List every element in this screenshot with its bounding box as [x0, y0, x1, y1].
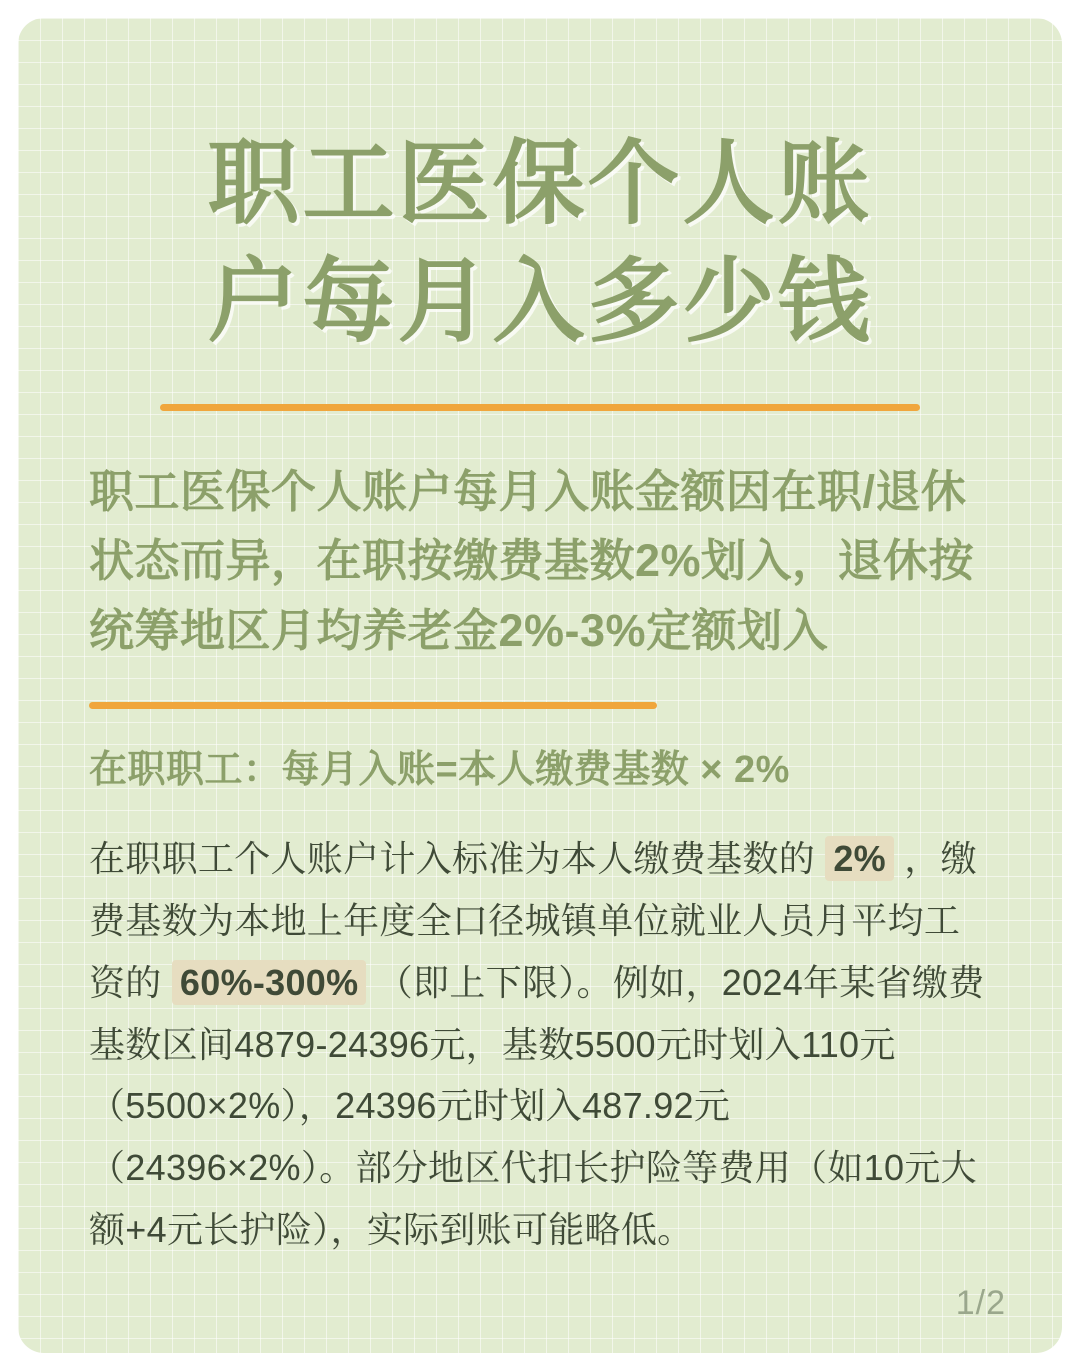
divider-middle — [89, 702, 657, 709]
page-indicator: 1/2 — [955, 1284, 1006, 1322]
info-card — [18, 18, 1062, 1353]
page-title-line-2: 户每月入多少钱 — [207, 250, 873, 353]
summary-text: 职工医保个人账户每月入账金额因在职/退休状态而异，在职按缴费基数2%划入，退休按统筹地区月均养老金2%-3%定额划入 — [89, 465, 975, 656]
page-title-line-1: 职工医保个人账 — [207, 133, 873, 235]
highlight-rate: 2% — [825, 836, 894, 881]
highlight-range: 60%-300% — [172, 960, 367, 1005]
page-title — [84, 126, 996, 362]
body-segment-2: ，缴费基数为本地上年度全口径城镇单位就业人员月平均工资的 — [89, 837, 977, 1003]
divider-top — [160, 404, 920, 411]
section-subheading: 在职职工：每月入账=本人缴费基数 × 2% — [89, 748, 790, 791]
body-segment-3: （即上下限）。例如，2024年某省缴费基数区间4879-24396元，基数5500元时划入110元（5500×2%），24396元时划入487.92元（24396×2%）。部分地区代扣长护险等费用（如10元大额+4元长护险），实际到账可能略低。 — [89, 961, 985, 1251]
card-content — [18, 18, 1062, 1353]
body-paragraph — [89, 828, 996, 1261]
body-segment-1: 在职职工个人账户计入标准为本人缴费基数的 — [89, 837, 816, 879]
